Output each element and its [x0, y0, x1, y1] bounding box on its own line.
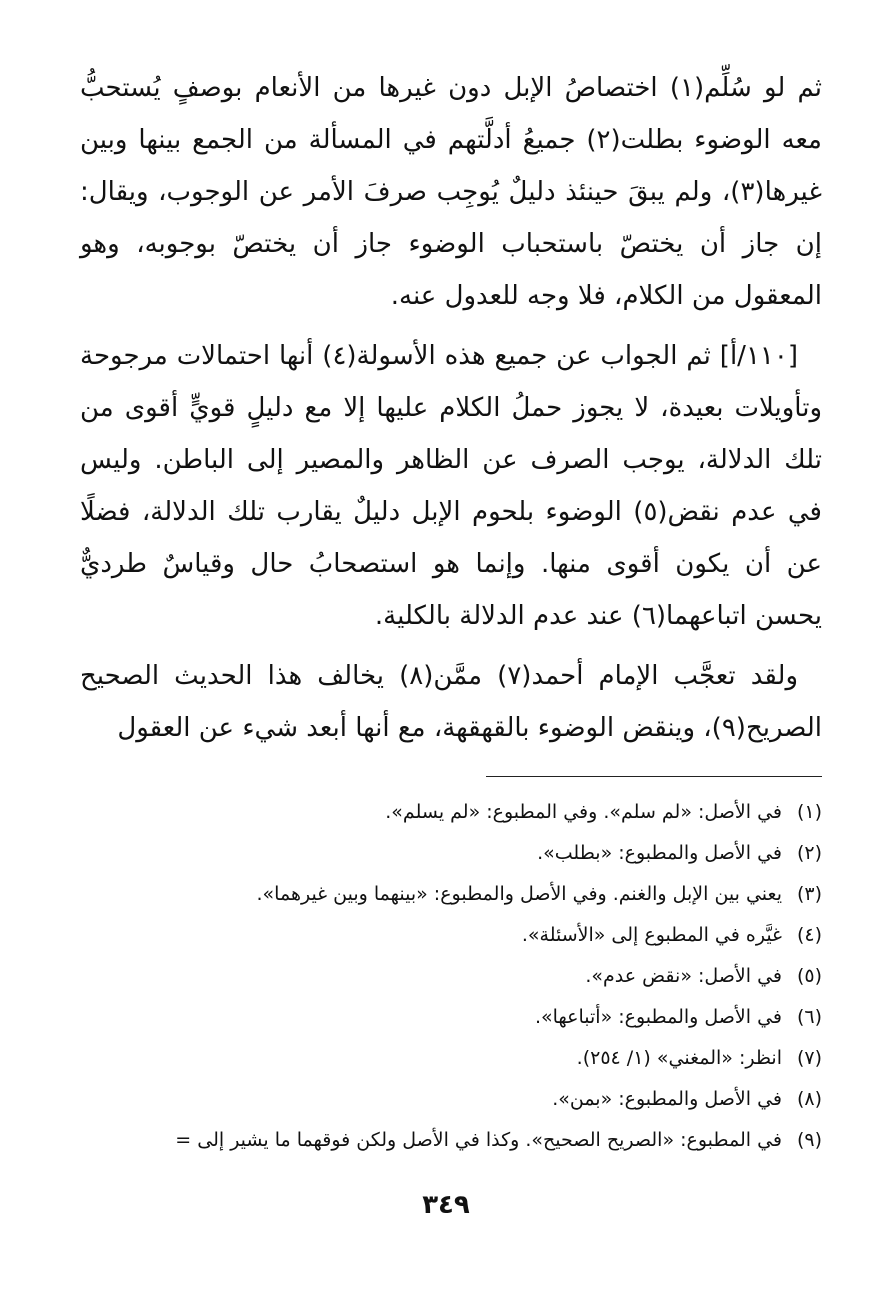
footnote-text: في الأصل والمطبوع: «بطلب».	[537, 842, 782, 864]
paragraph-3: ولقد تعجَّب الإمام أحمد(٧) ممَّن(٨) يخالف هذا الحديث الصحيح الصريح(٩)، وينقض الوضوء بالقهقهة، مع أنها أبعد شيء عن العقول	[80, 661, 822, 743]
footnote-4	[60, 915, 822, 956]
footnote-number: (٧)	[796, 1047, 822, 1069]
footnote-number: (٥)	[796, 965, 822, 987]
footnote-7	[60, 1038, 822, 1079]
footnote-number: (٣)	[796, 883, 822, 905]
page-number: ٣٤٩	[422, 1190, 470, 1220]
main-text	[80, 62, 822, 762]
footnote-text: انظر: «المغني» (١/ ٢٥٤).	[576, 1047, 782, 1069]
footnote-text: في الأصل: «نقض عدم».	[585, 965, 782, 987]
footnote-text: في الأصل والمطبوع: «أتباعها».	[534, 1006, 782, 1028]
footnote-8	[60, 1079, 822, 1120]
footnote-number: (٢)	[796, 842, 822, 864]
footnote-5	[60, 956, 822, 997]
footnote-number: (١)	[796, 801, 822, 823]
footnote-1	[60, 792, 822, 833]
footnote-number: (٦)	[796, 1006, 822, 1028]
footnote-number: (٩)	[796, 1129, 822, 1151]
footnote-text: في الأصل: «لم سلم». وفي المطبوع: «لم يسلم».	[385, 801, 782, 823]
footnote-text: في المطبوع: «الصريح الصحيح». وكذا في الأصل ولكن فوقهما ما يشير إلى =	[175, 1129, 782, 1151]
paragraph-2: [١١٠/أ] ثم الجواب عن جميع هذه الأسولة(٤) أنها احتمالات مرجوحة وتأويلات بعيدة، لا يجوز حملُ الكلام عليها إلا مع دليلٍ قويٍّ أقوى من تلك الدلالة، يوجب الصرف عن الظاهر والمصير إلى الباطن. وليس في عدم نقض(٥) الوضوء بلحوم الإبل دليلٌ يقارب تلك الدلالة، فضلًا عن أن يكون أقوى منها. وإنما هو استصحابُ حال وقياسٌ طرديٌّ يحسن اتباعهما(٦) عند عدم الدلالة بالكلية.	[80, 341, 822, 631]
footnote-text: يعني بين الإبل والغنم. وفي الأصل والمطبوع: «بينهما وبين غيرهما».	[256, 883, 782, 905]
paragraph-1: ثم لو سُلِّم(١) اختصاصُ الإبل دون غيرها من الأنعام بوصفٍ يُستحبُّ معه الوضوء بطلت(٢) جميعُ أدلَّتهم في المسألة من الجمع بينها وبين غيرها(٣)، ولم يبقَ حينئذ دليلٌ يُوجِب صرفَ الأمر عن الوجوب، ويقال: إن جاز أن يختصّ باستحباب الوضوء جاز أن يختصّ بوجوبه، وهو المعقول من الكلام، فلا وجه للعدول عنه.	[80, 73, 823, 311]
footnote-number: (٨)	[796, 1088, 822, 1110]
footnote-6	[60, 997, 822, 1038]
footnote-number: (٤)	[796, 924, 822, 946]
footnote-divider	[486, 776, 822, 777]
footnote-9	[60, 1120, 822, 1161]
footnotes	[60, 792, 822, 1161]
footnote-text: غيَّره في المطبوع إلى «الأسئلة».	[521, 924, 782, 946]
footnote-text: في الأصل والمطبوع: «بمن».	[552, 1088, 782, 1110]
footnote-3	[60, 874, 822, 915]
footnote-2	[60, 833, 822, 874]
